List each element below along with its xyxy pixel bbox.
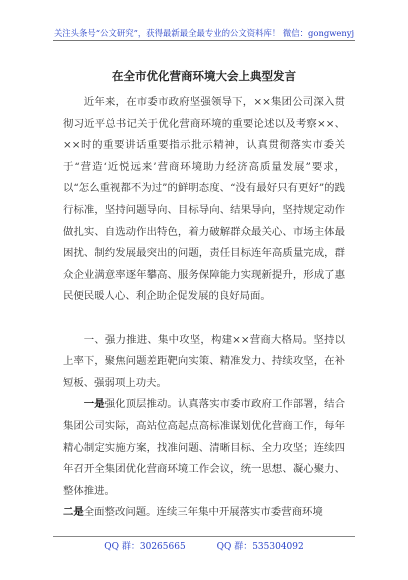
header-divider — [53, 40, 355, 41]
paragraph-point-1 — [63, 394, 345, 502]
footer — [0, 539, 408, 552]
footer-qq-group-1: QQ 群：30265665 — [104, 542, 186, 552]
lead-phrase-2: 二是 — [63, 506, 84, 519]
footer-divider — [53, 536, 355, 537]
paragraph-intro: 近年来，在市委市政府坚强领导下，××集团公司深入贯彻习近平总书记关于优化营商环境的重要论述以及考察××、××时的重要讲话重要指示批示精神，认真贯彻落实市委关于“营造‘近悦远来’营商环境助力经济高质量发展”要求，以“怎么重视都不为过”的鲜明态度、“没有最好只有更好”的践行标准，坚持问题导向、目标导向、结果导向，坚持规定动作做扎实、自选动作出特色，着力破解群众最关心、市场主体最困扰、制约发展最突出的问题，责任目标连年高质量完成，群众企业满意率逐年攀高、服务保障能力实现新提升，形成了惠民便民暖人心、利企助企促发展的良好局面。 — [63, 96, 345, 303]
paragraph-point-2 — [63, 502, 345, 524]
paragraph-point-1-text: 强化顶层推动。认真落实市委市政府工作部署，结合集团公司实际，高站位高起点高标准谋划优化营商工作，每年精心制定实施方案，找准问题、清晰目标、全力攻坚；连续四年召开全集团优化营商环境工作会议，统一思想、凝心聚力、整体推进。 — [63, 398, 346, 497]
lead-phrase-1: 一是 — [83, 398, 105, 411]
header-note: 关注头条号“公文研究”，获得最新最全最专业的公文资料库！ 微信：gongwenyj — [53, 28, 355, 38]
paragraph-point-2-text: 全面整改问题。连续三年集中开展落实市委营商环境 — [83, 506, 323, 519]
footer-qq-group-2: QQ 群：535304092 — [216, 542, 304, 552]
document-body — [63, 92, 345, 524]
document-title: 在全市优化营商环境大会上典型发言 — [112, 69, 296, 83]
paragraph-section-1: 一、强力推进、集中攻坚，构建××营商大格局。坚持以上率下，聚焦问题差距靶向实策、精准发力、持续攻坚，在补短板、强弱项上功夫。 — [63, 333, 345, 389]
